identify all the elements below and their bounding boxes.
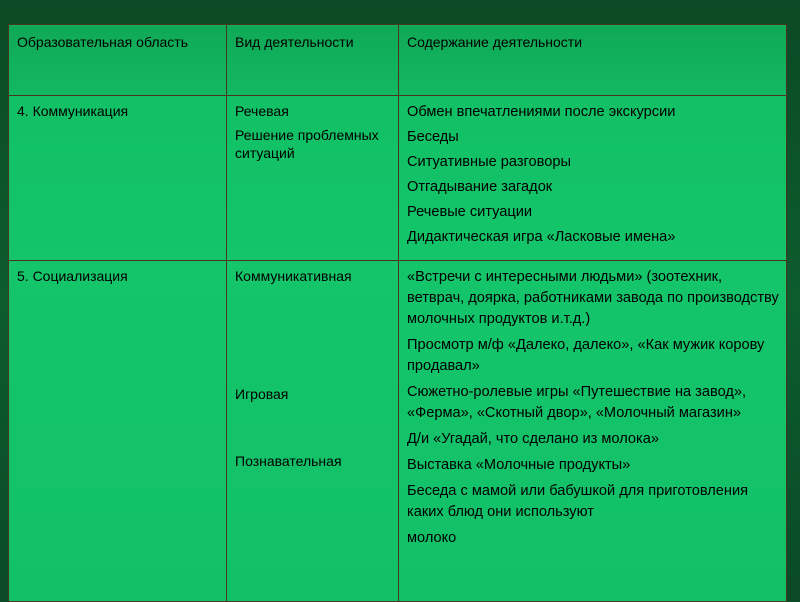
content-item: Беседа с мамой или бабушкой для приготовления каких блюд они используют — [407, 483, 749, 520]
content-item: Выставка «Молочные продукты» — [407, 457, 631, 473]
content-item: молоко — [407, 530, 457, 542]
activity-type: Речевая — [235, 103, 289, 119]
area-cell — [9, 96, 227, 261]
activity-type: Игровая — [235, 386, 289, 402]
header-activity-type-label: Вид деятельности — [235, 34, 354, 50]
header-cell-content — [399, 25, 787, 96]
area-label: 5. Социализация — [17, 268, 128, 284]
area-cell — [9, 261, 227, 602]
area-label: 4. Коммуникация — [17, 103, 129, 119]
activity-type: Коммуникативная — [235, 268, 352, 284]
content-item: Речевые ситуации — [407, 204, 533, 220]
activity-type: Решение проблемных ситуаций — [235, 127, 379, 161]
content-item: Д/и «Угадай, что сделано из молока» — [407, 431, 659, 447]
header-cell-activity-type — [227, 25, 399, 96]
header-cell-area — [9, 25, 227, 96]
table-header-row — [9, 25, 787, 96]
table-row — [9, 261, 787, 602]
activity-type-cell — [227, 96, 399, 261]
table-row — [9, 96, 787, 261]
activity-table — [8, 24, 787, 602]
content-item: Дидактическая игра «Ласковые имена» — [407, 229, 676, 245]
header-content-label: Содержание деятельности — [407, 34, 583, 50]
content-item: Обмен впечатлениями после экскурсии — [407, 104, 676, 120]
header-area-label: Образовательная область — [17, 34, 188, 50]
content-item: Беседы — [407, 129, 459, 145]
activity-type: Познавательная — [235, 453, 342, 469]
content-item: Отгадывание загадок — [407, 179, 553, 195]
content-item: Сюжетно-ролевые игры «Путешествие на завод», «Ферма», «Скотный двор», «Молочный магазин» — [407, 384, 747, 421]
content-item: Просмотр м/ф «Далеко, далеко», «Как мужик корову продавал» — [407, 337, 765, 374]
content-cell — [399, 96, 787, 261]
content-cell — [399, 261, 787, 602]
content-item: «Встречи с интересными людьми» (зоотехник, ветврач, доярка, работниками завода по производству молочных продуктов и.т.д.) — [407, 269, 779, 327]
content-item: Ситуативные разговоры — [407, 154, 571, 170]
activity-type-cell — [227, 261, 399, 602]
